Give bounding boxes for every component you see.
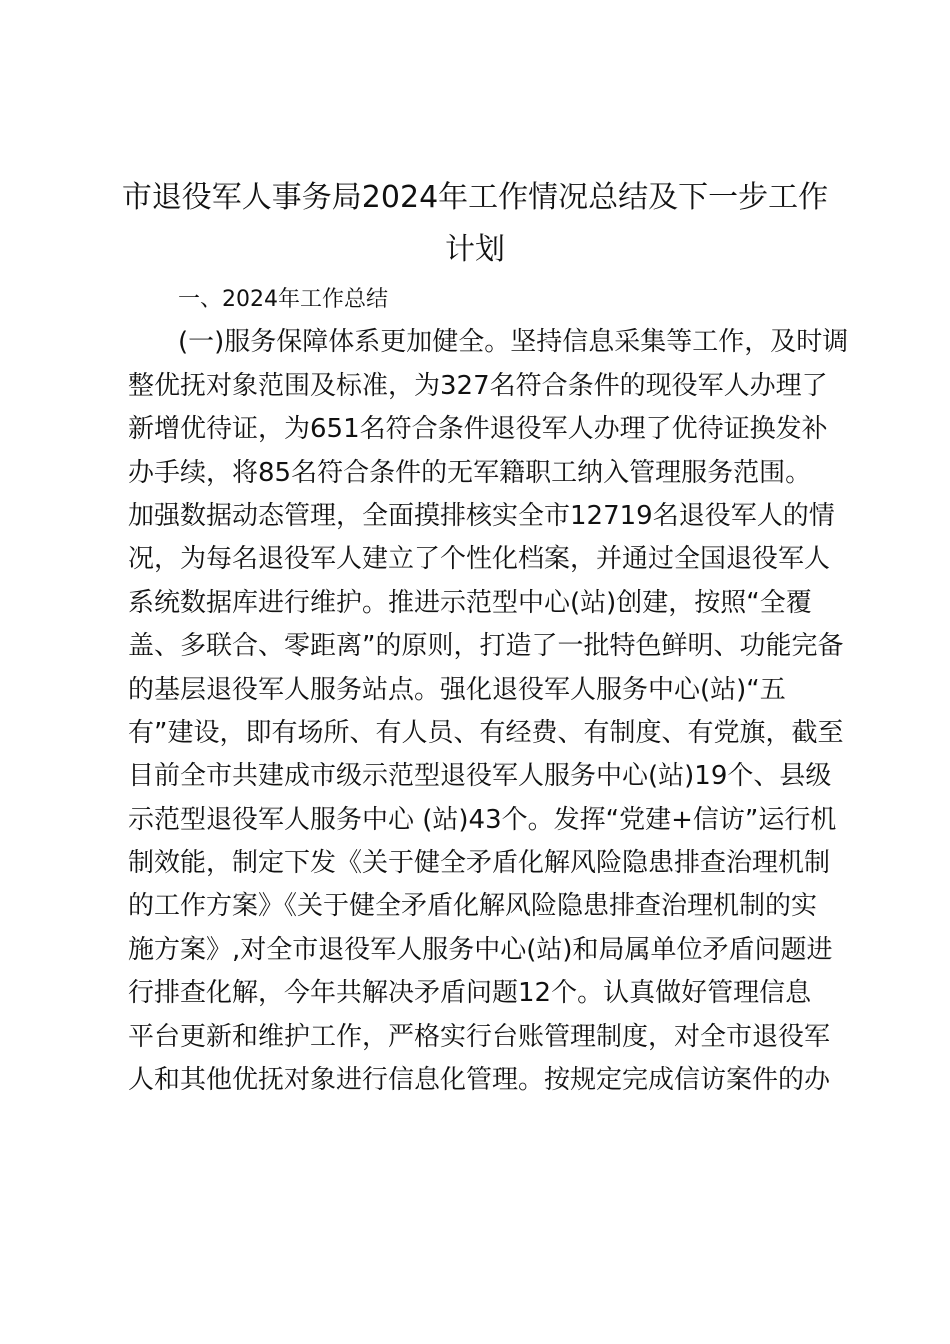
- paragraph-line: 加强数据动态管理，全面摸排核实全市12719名退役军人的情: [128, 500, 835, 531]
- paragraph-line: 有”建设，即有场所、有人员、有经费、有制度、有党旗，截至: [128, 717, 844, 748]
- paragraph-line: 平台更新和维护工作，严格实行台账管理制度，对全市退役军: [128, 1021, 831, 1052]
- paragraph-line: 办手续，将85名符合条件的无军籍职工纳入管理服务范围。: [128, 457, 812, 488]
- paragraph-line: 的基层退役军人服务站点。强化退役军人服务中心(站)“五: [128, 674, 786, 705]
- paragraph-line: 新增优待证，为651名符合条件退役军人办理了优待证换发补: [128, 414, 828, 445]
- document-body: [128, 278, 849, 1102]
- paragraph-line: 目前全市共建成市级示范型退役军人服务中心(站)19个、县级: [128, 761, 832, 792]
- title-line: 市退役军人事务局2024年工作情况总结及下一步工作: [121, 180, 829, 215]
- title-line: 计划: [445, 232, 505, 267]
- paragraph-line: 的工作方案》《关于健全矛盾化解风险隐患排查治理机制的实: [128, 891, 818, 922]
- paragraph-line: 盖、多联合、零距离”的原则，打造了一批特色鲜明、功能完备: [128, 631, 844, 662]
- paragraph-line: 施方案》,对全市退役军人服务中心(站)和局属单位矛盾问题进: [128, 934, 833, 965]
- paragraph-line: 制效能，制定下发《关于健全矛盾化解风险隐患排查治理机制: [128, 848, 831, 879]
- paragraph-line: 示范型退役军人服务中心 (站)43个。发挥“党建+信访”运行机: [128, 804, 837, 835]
- paragraph-line: 人和其他优抚对象进行信息化管理。按规定完成信访案件的办: [128, 1065, 831, 1096]
- paragraph-line: 况，为每名退役军人建立了个性化档案，并通过全国退役军人: [128, 544, 831, 575]
- section-heading: 一、2024年工作总结: [178, 287, 388, 312]
- paragraph-line: 行排查化解，今年共解决矛盾问题12个。认真做好管理信息: [128, 978, 812, 1009]
- paragraph-line: 整优抚对象范围及标准，为327名符合条件的现役军人办理了: [128, 370, 828, 401]
- document-title: [118, 172, 832, 276]
- paragraph-line: (一)服务保障体系更加健全。坚持信息采集等工作，及时调: [178, 327, 849, 358]
- paragraph-line: 系统数据库进行维护。推进示范型中心(站)创建，按照“全覆: [128, 587, 812, 618]
